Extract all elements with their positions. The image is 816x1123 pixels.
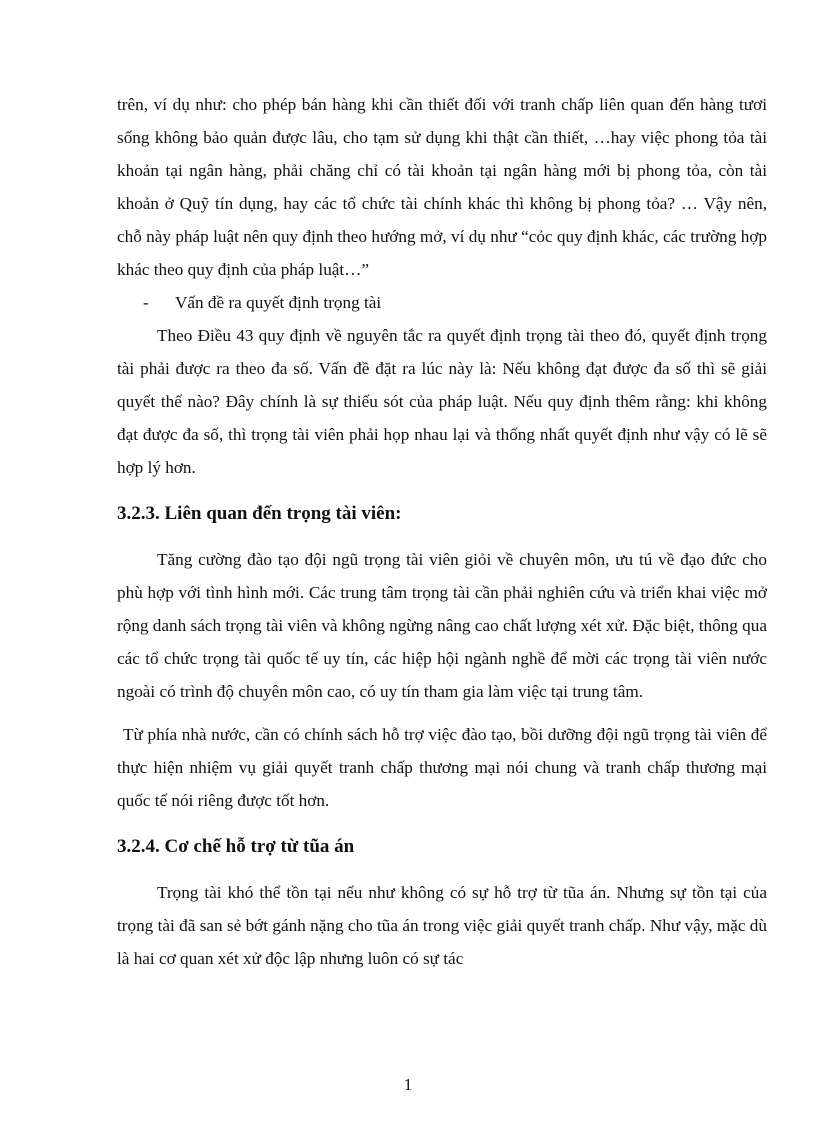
- section-heading-3-2-3: 3.2.3. Liên quan đến trọng tài viên:: [117, 503, 402, 524]
- bullet-item: [117, 286, 767, 319]
- bullet-text: Vấn đề ra quyết định trọng tài: [175, 293, 382, 312]
- paragraph-state-support: Từ phía nhà nước, cần có chính sách hỗ trợ việc đào tạo, bồi dưỡng đội ngũ trọng tài viên để thực hiện nhiệm vụ giải quyết tranh chấp thương mại nói chung và tranh chấp thương mại quốc tế nói riêng được tốt hơn.: [117, 725, 767, 810]
- document-body: [117, 88, 767, 975]
- paragraph-arbitrator-training: Tăng cường đào tạo đội ngũ trọng tài viên giỏi về chuyên môn, ưu tú về đạo đức cho phù hợp với tình hình mới. Các trung tâm trọng tài cần phải nghiên cứu và triển khai việc mở rộng danh sách trọng tài viên và không ngừng nâng cao chất lượng xét xử. Đặc biệt, thông qua các tổ chức trọng tài quốc tế uy tín, các hiệp hội ngành nghề để mời các trọng tài viên nước ngoài có trình độ chuyên môn cao, có uy tín tham gia làm việc tại trung tâm.: [117, 550, 767, 701]
- paragraph-continued: trên, ví dụ như: cho phép bán hàng khi cần thiết đối với tranh chấp liên quan đến hàng tươi sống không bảo quản được lâu, cho tạm sử dụng khi thật cần thiết, …hay việc phong tỏa tài khoản tại ngân hàng, phải chăng chỉ có tài khoản tại ngân hàng mới bị phong tỏa, còn tài khoản ở Quỹ tín dụng, hay các tổ chức tài chính khác thì không bị phong tỏa? … Vậy nên, chỗ này pháp luật nên quy định theo hướng mở, ví dụ như “cỏc quy định khác, các trường hợp khác theo quy định của pháp luật…”: [117, 95, 767, 279]
- bullet-dash: -: [143, 293, 149, 312]
- paragraph-court-support: Trọng tài khó thể tồn tại nếu như không có sự hỗ trợ từ tũa án. Nhưng sự tồn tại của trọng tài đã san sẻ bớt gánh nặng cho tũa án trong việc giải quyết tranh chấp. Như vậy, mặc dù là hai cơ quan xét xử độc lập nhưng luôn có sự tác: [117, 883, 767, 968]
- section-heading-3-2-4: 3.2.4. Cơ chế hỗ trợ từ tũa án: [117, 836, 355, 857]
- page-number: 1: [403, 1075, 413, 1094]
- paragraph-arbitral-decision: Theo Điều 43 quy định về nguyên tắc ra quyết định trọng tài theo đó, quyết định trọng tài phải được ra theo đa số. Vấn đề đặt ra lúc này là: Nếu không đạt được đa số thì sẽ giải quyết thế nào? Đây chính là sự thiếu sót của pháp luật. Nếu quy định thêm rằng: khi không đạt được đa số, thì trọng tài viên phải họp nhau lại và thống nhất quyết định như vậy có lẽ sẽ hợp lý hơn.: [117, 326, 767, 477]
